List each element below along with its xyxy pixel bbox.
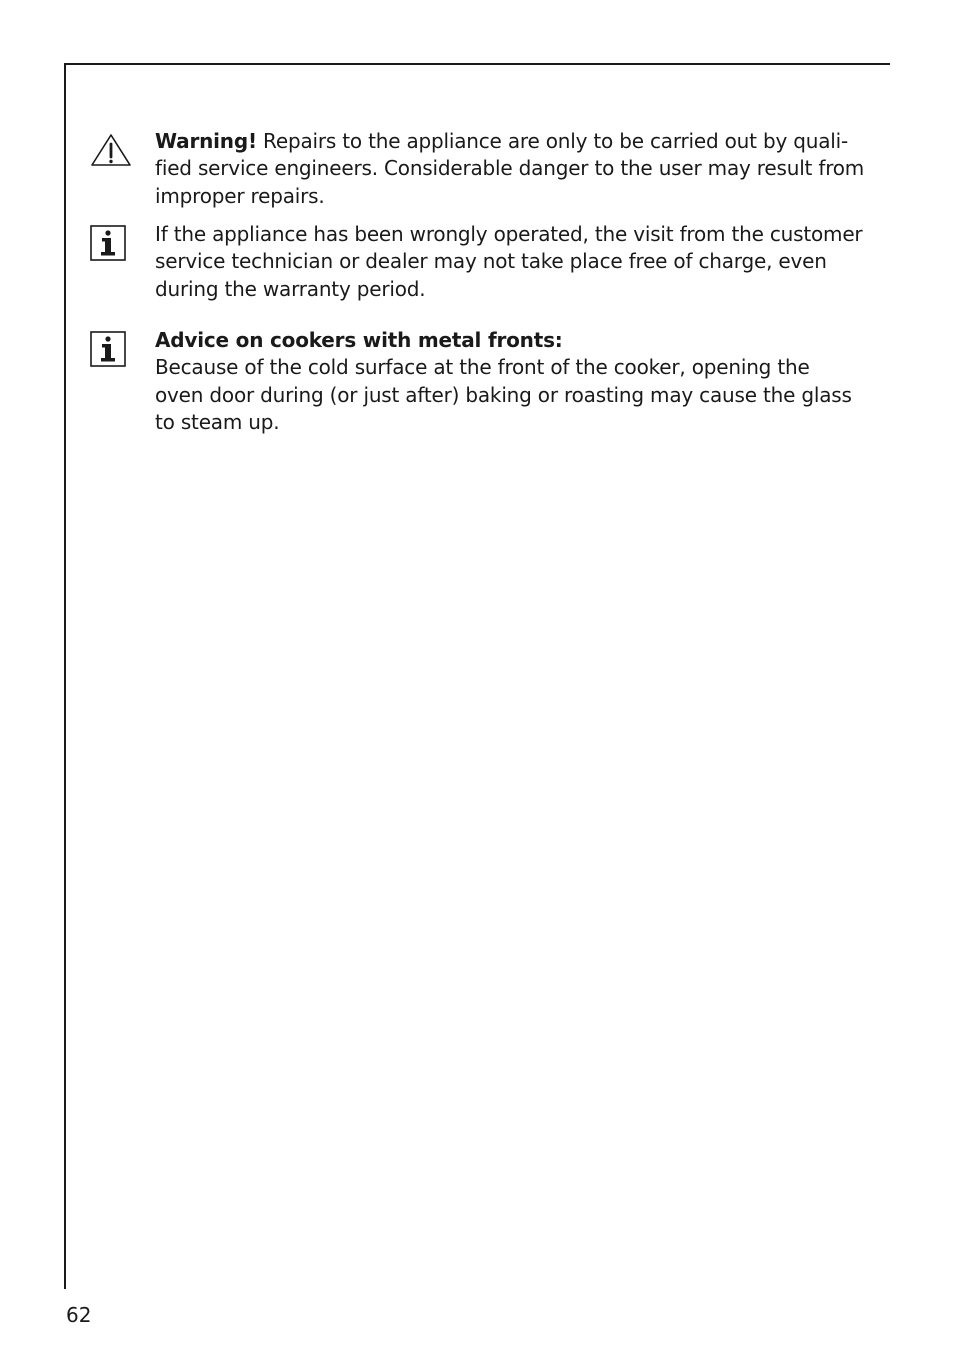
metal-fronts-line-2: oven door during (or just after) baking or roasting may cause the glass: [155, 382, 852, 407]
info-icon: [90, 331, 126, 371]
metal-fronts-line-3: to steam up.: [155, 409, 280, 434]
warranty-line-2: service technician or dealer may not take place free of charge, even: [155, 249, 827, 274]
metal-fronts-line-1: Because of the cold surface at the front of the cooker, opening the: [155, 355, 810, 380]
warning-line-2: fied service engineers. Considerable danger to the user may result from: [155, 156, 865, 181]
warning-text: [155, 128, 867, 210]
warranty-line-1: If the appliance has been wrongly operated, the visit from the customer: [155, 222, 863, 246]
warranty-line-3: during the warranty period.: [155, 276, 426, 301]
page-number: 62: [66, 1303, 92, 1327]
info-icon: [90, 225, 126, 265]
warning-triangle-icon: [90, 132, 132, 172]
metal-fronts-info-text: [155, 327, 867, 436]
warranty-info-text: [155, 221, 867, 303]
warning-line-1: [155, 128, 867, 155]
warning-label: Warning!: [155, 129, 257, 153]
page-frame-top-rule: [64, 63, 890, 65]
warning-line-1-rest: Repairs to the appliance are only to be carried out by quali-: [256, 129, 848, 153]
page-frame-left-rule: [64, 63, 66, 1289]
warning-line-3: improper repairs.: [155, 183, 325, 208]
metal-fronts-heading: Advice on cookers with metal fronts:: [155, 328, 563, 352]
